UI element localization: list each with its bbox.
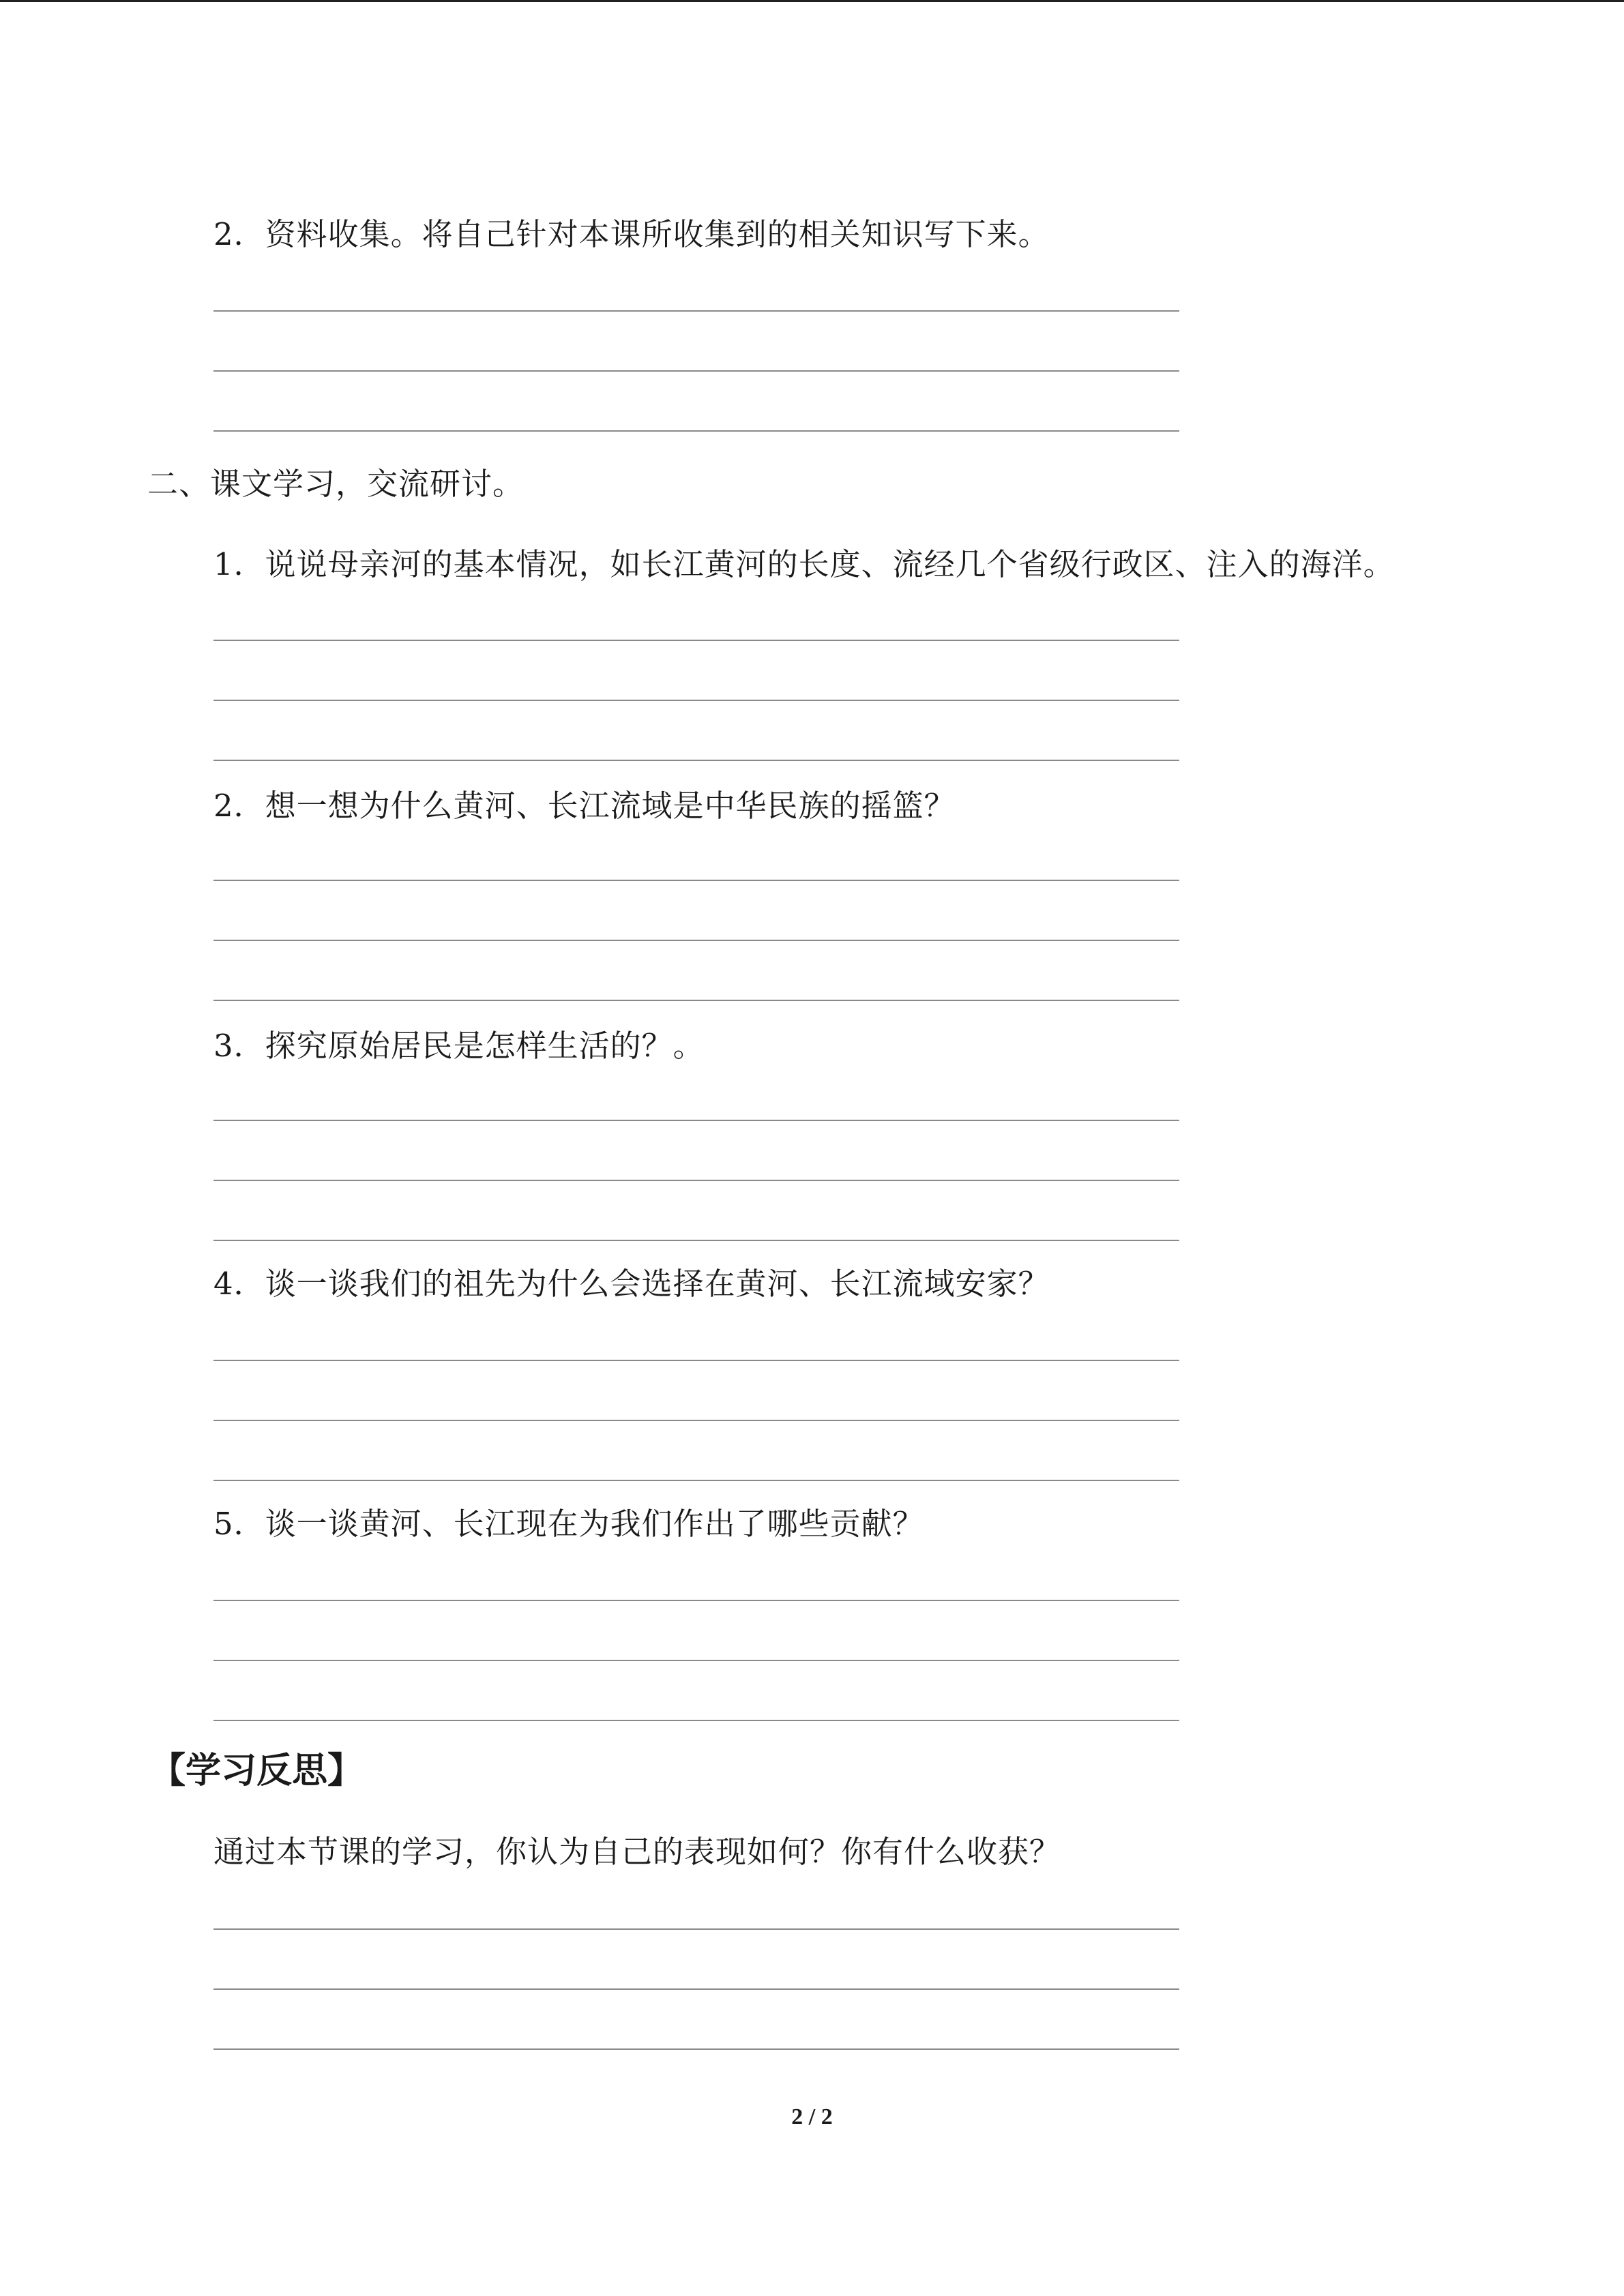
answer-line[interactable] <box>213 880 1179 881</box>
resource-collection-prompt: 2．资料收集。将自己针对本课所收集到的相关知识写下来。 <box>213 216 1050 252</box>
question-3: 3．探究原始居民是怎样生活的？。 <box>213 1028 705 1064</box>
page-top-border <box>0 0 1624 2</box>
answer-line[interactable] <box>213 940 1179 941</box>
answer-line[interactable] <box>213 1000 1179 1001</box>
answer-line[interactable] <box>213 1600 1179 1601</box>
answer-line[interactable] <box>213 1360 1179 1361</box>
answer-line[interactable] <box>213 370 1179 372</box>
answer-line[interactable] <box>213 1480 1179 1481</box>
answer-line[interactable] <box>213 1180 1179 1181</box>
answer-line[interactable] <box>213 640 1179 641</box>
answer-line[interactable] <box>213 1660 1179 1661</box>
question-1: 1．说说母亲河的基本情况，如长江黄河的长度、流经几个省级行政区、注入的海洋。 <box>213 546 1395 582</box>
answer-line[interactable] <box>213 760 1179 761</box>
answer-line[interactable] <box>213 1928 1179 1930</box>
question-4: 4．谈一谈我们的祖先为什么会选择在黄河、长江流域安家？ <box>213 1266 1050 1302</box>
answer-line[interactable] <box>213 310 1179 312</box>
answer-line[interactable] <box>213 1720 1179 1721</box>
answer-line[interactable] <box>213 1988 1179 1990</box>
answer-line[interactable] <box>213 700 1179 701</box>
answer-line[interactable] <box>213 1240 1179 1241</box>
reflection-heading: 【学习反思】 <box>150 1750 364 1791</box>
answer-line[interactable] <box>213 1120 1179 1121</box>
page-number: 2 / 2 <box>791 2104 833 2130</box>
answer-line[interactable] <box>213 1420 1179 1421</box>
answer-line[interactable] <box>213 2048 1179 2050</box>
question-5: 5．谈一谈黄河、长江现在为我们作出了哪些贡献？ <box>213 1506 924 1542</box>
answer-line[interactable] <box>213 430 1179 432</box>
reflection-prompt: 通过本节课的学习，你认为自己的表现如何？你有什么收获？ <box>213 1834 1061 1870</box>
section-heading: 二、课文学习，交流研讨。 <box>147 466 525 502</box>
question-2: 2．想一想为什么黄河、长江流域是中华民族的摇篮？ <box>213 788 956 824</box>
